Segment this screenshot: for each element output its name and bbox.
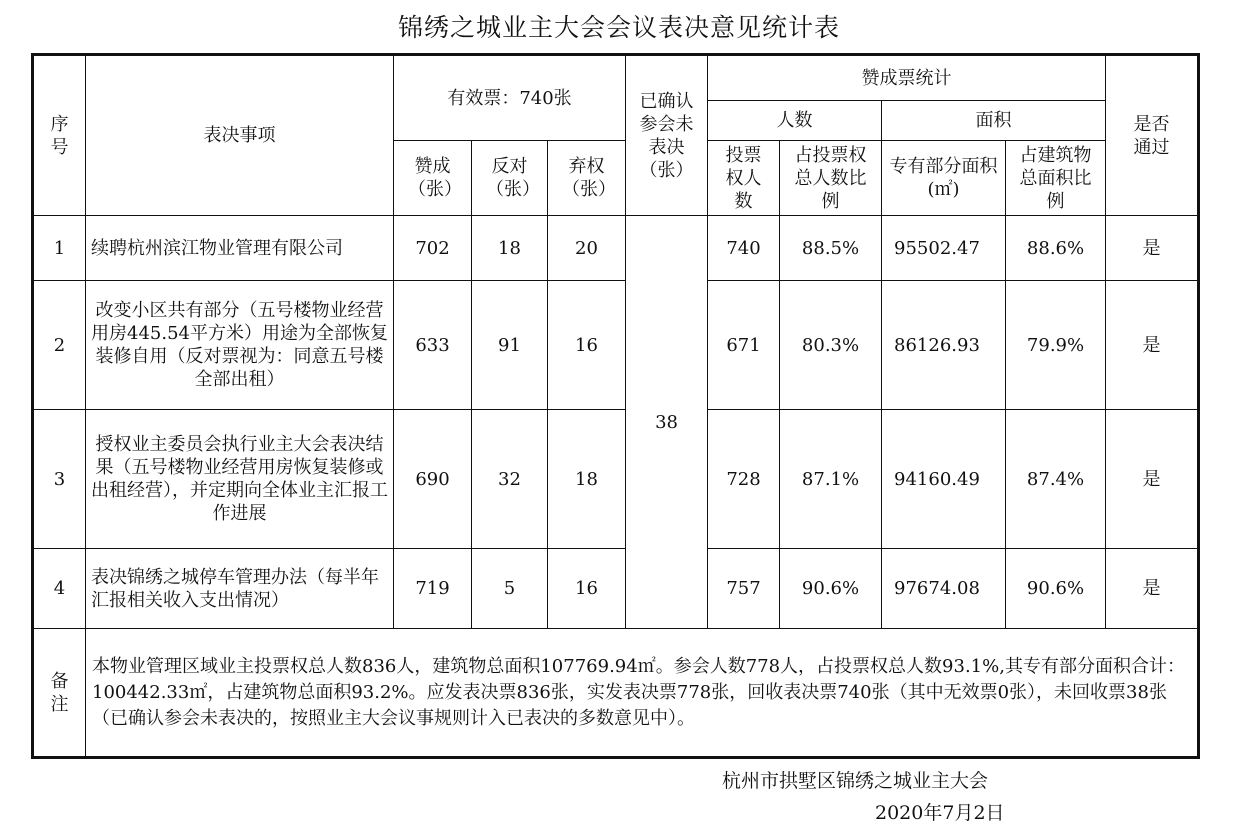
header-private-area: 专有部分面积(㎡) [882, 141, 1006, 216]
row-voters: 728 [708, 410, 780, 549]
page-title: 锦绣之城业主大会会议表决意见统计表 [397, 13, 840, 42]
row-abstain: 16 [548, 281, 626, 410]
row-pass: 是 [1106, 216, 1199, 281]
row-approve: 633 [394, 281, 472, 410]
row-area-ratio: 79.9% [1006, 281, 1106, 410]
header-area-ratio: 占建筑物总面积比例 [1006, 141, 1106, 216]
table-row [33, 549, 1199, 629]
row-voter-ratio: 87.1% [780, 410, 882, 549]
row-oppose: 5 [472, 549, 548, 629]
row-voters: 671 [708, 281, 780, 410]
header-seq: 序号 [33, 55, 86, 216]
row-seq: 4 [33, 549, 86, 629]
row-voter-ratio: 80.3% [780, 281, 882, 410]
table-row [33, 216, 1199, 281]
row-item: 授权业主委员会执行业主大会表决结果（五号楼物业经营用房恢复装修或出租经营），并定期向全体业主汇报工作进展 [86, 410, 394, 549]
header-voter-ratio: 占投票权总人数比例 [780, 141, 882, 216]
header-area: 面积 [882, 101, 1106, 141]
remarks-label: 备注 [33, 629, 86, 758]
row-area-ratio: 90.6% [1006, 549, 1106, 629]
row-area: 95502.47 [882, 216, 1006, 281]
remarks-text: 本物业管理区域业主投票权总人数836人，建筑物总面积107769.94㎡。参会人数778人，占投票权总人数93.1%,其专有部分面积合计：100442.33㎡，占建筑物总面积93.2%。应发表决票836张，实发表决票778张，回收表决票740张（其中无效票0张），未回收票38张（已确认参会未表决的，按照业主大会议事规则计入已表决的多数意见中）。 [86, 629, 1199, 758]
row-area-ratio: 88.6% [1006, 216, 1106, 281]
header-confirmed-not-voted: 已确认参会未表决（张） [626, 55, 708, 216]
row-item: 改变小区共有部分（五号楼物业经营用房445.54平方米）用途为全部恢复装修自用（反对票视为：同意五号楼全部出租） [86, 281, 394, 410]
row-area-ratio: 87.4% [1006, 410, 1106, 549]
row-abstain: 20 [548, 216, 626, 281]
header-people: 人数 [708, 101, 882, 141]
row-voter-ratio: 90.6% [780, 549, 882, 629]
header-item: 表决事项 [86, 55, 394, 216]
row-item: 续聘杭州滨江物业管理有限公司 [86, 216, 394, 281]
confirmed-not-voted-value: 38 [626, 216, 708, 629]
row-seq: 3 [33, 410, 86, 549]
row-oppose: 32 [472, 410, 548, 549]
header-oppose: 反对（张） [472, 141, 548, 216]
row-approve: 702 [394, 216, 472, 281]
footer-date: 2020年7月2日 [875, 802, 1005, 824]
row-pass: 是 [1106, 281, 1199, 410]
row-voters: 757 [708, 549, 780, 629]
row-area: 97674.08 [882, 549, 1006, 629]
row-abstain: 18 [548, 410, 626, 549]
row-area: 86126.93 [882, 281, 1006, 410]
header-valid-votes: 有效票：740张 [394, 55, 626, 141]
row-approve: 719 [394, 549, 472, 629]
row-seq: 1 [33, 216, 86, 281]
header-approve-stats: 赞成票统计 [708, 55, 1106, 101]
row-voters: 740 [708, 216, 780, 281]
row-pass: 是 [1106, 410, 1199, 549]
row-oppose: 91 [472, 281, 548, 410]
table-row [33, 410, 1199, 549]
row-item: 表决锦绣之城停车管理办法（每半年汇报相关收入支出情况） [86, 549, 394, 629]
table-row [33, 281, 1199, 410]
row-area: 94160.49 [882, 410, 1006, 549]
header-approve: 赞成（张） [394, 141, 472, 216]
row-abstain: 16 [548, 549, 626, 629]
header-voter-count: 投票权人数 [708, 141, 780, 216]
footer-organization: 杭州市拱墅区锦绣之城业主大会 [722, 770, 989, 792]
header-pass: 是否通过 [1106, 55, 1199, 216]
row-oppose: 18 [472, 216, 548, 281]
row-pass: 是 [1106, 549, 1199, 629]
header-abstain: 弃权（张） [548, 141, 626, 216]
row-voter-ratio: 88.5% [780, 216, 882, 281]
row-seq: 2 [33, 281, 86, 410]
vote-statistics-table [31, 53, 1200, 759]
row-approve: 690 [394, 410, 472, 549]
